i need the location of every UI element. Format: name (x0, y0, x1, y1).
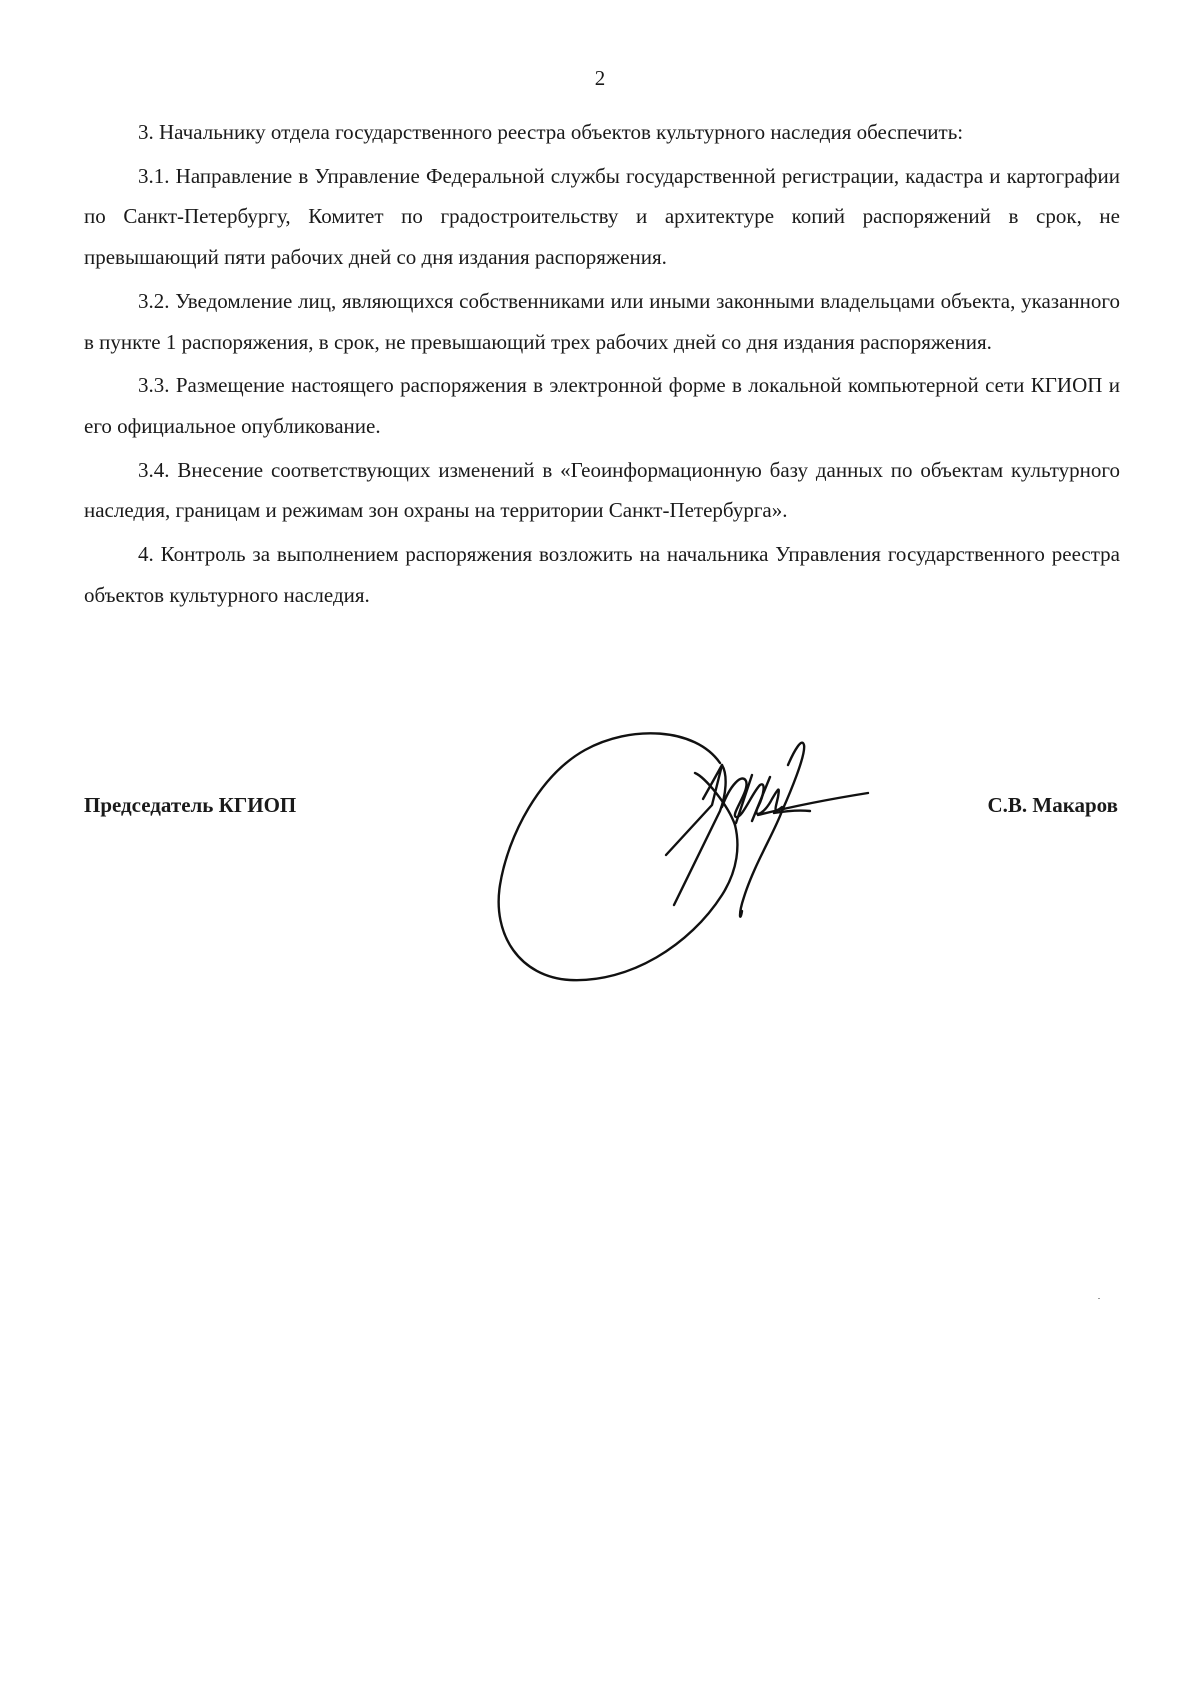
page-number: 2 (594, 66, 606, 90)
signatory-position: Председатель КГИОП (84, 793, 297, 817)
document-body (84, 112, 1120, 618)
scan-speck (1098, 1298, 1100, 1299)
paragraph-3-1: 3.1. Направление в Управление Федеральной службы государственной регистрации, кадастра и картографии по Санкт-Петербургу, Комитет по градостроительству и архитектуре копий распоряжений в срок, не превышающий пяти рабочих дней со дня издания распоряжения. (84, 163, 1120, 270)
paragraph-4: 4. Контроль за выполнением распоряжения возложить на начальника Управления государственного реестра объектов культурного наследия. (84, 542, 1120, 607)
paragraph-3: 3. Начальнику отдела государственного реестра объектов культурного наследия обеспечить: (138, 120, 964, 144)
handwritten-signature-icon (490, 715, 910, 995)
signatory-name: С.В. Макаров (987, 793, 1118, 817)
paragraph-3-2: 3.2. Уведомление лиц, являющихся собственниками или иными законными владельцами объекта, указанного в пункте 1 распоряжения, в срок, не превышающий трех рабочих дней со дня издания распоряжения. (84, 288, 1120, 354)
paragraph-3-4: 3.4. Внесение соответствующих изменений в «Геоинформационную базу данных по объектам культурного наследия, границам и режимам зон охраны на территории Санкт-Петербурга». (84, 457, 1120, 523)
paragraph-3-3: 3.3. Размещение настоящего распоряжения в электронной форме в локальной компьютерной сети КГИОП и его официальное опубликование. (84, 373, 1120, 438)
